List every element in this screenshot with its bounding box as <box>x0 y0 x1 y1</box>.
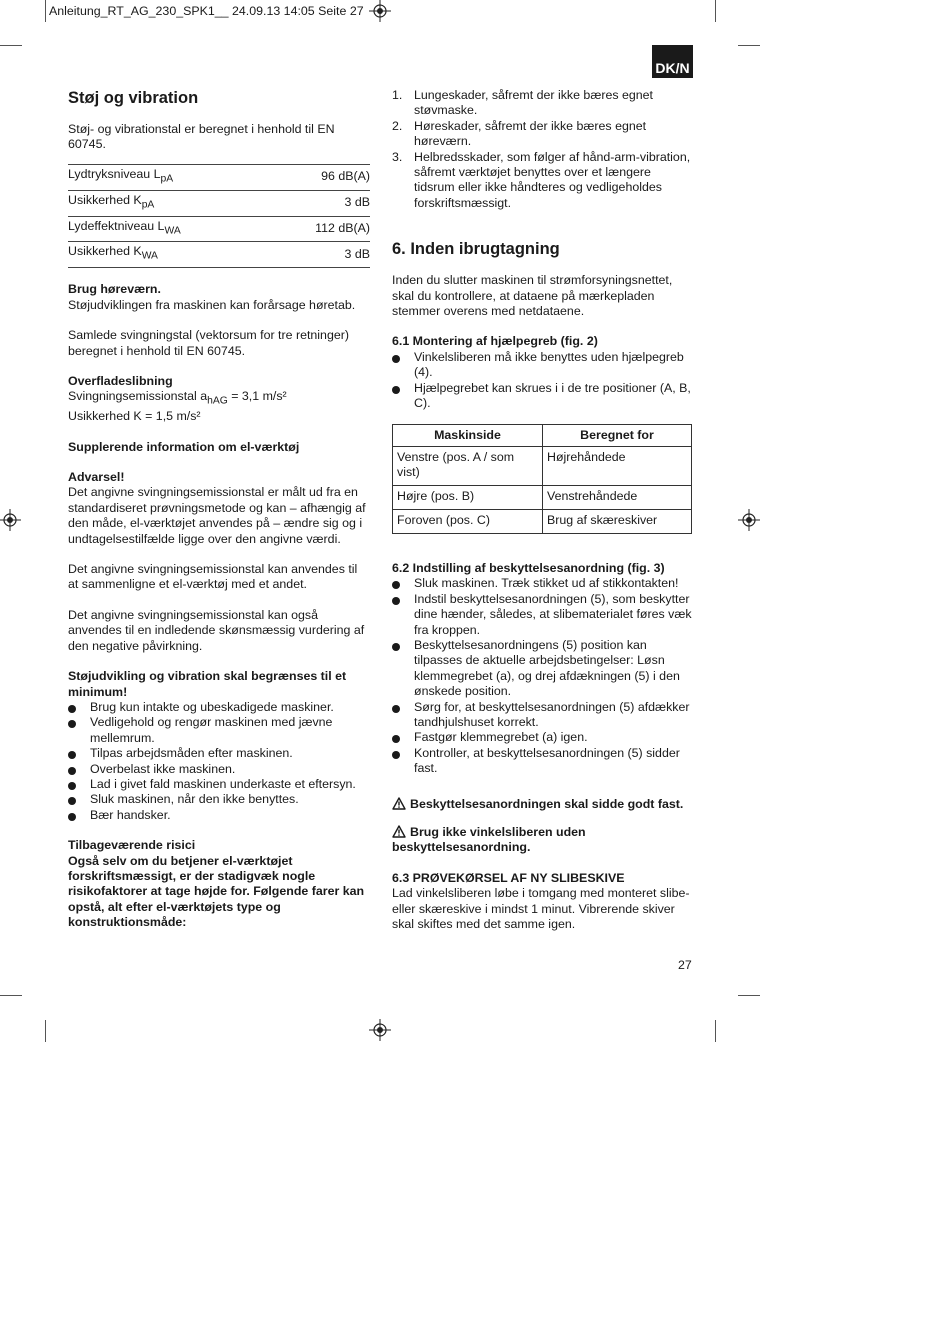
list-item: Bær handsker. <box>68 808 370 823</box>
list-item: Hjælpegrebet kan skrues i i de tre positioner (A, B, C). <box>392 381 694 412</box>
subheading: 6.3 PRØVEKØRSEL AF NY SLIBESKIVE <box>392 870 625 885</box>
column-header: Maskinside <box>393 424 543 446</box>
left-column <box>68 88 370 931</box>
handle-list <box>392 350 694 412</box>
table-header-row <box>393 424 692 446</box>
subheading: Tilbageværende risici <box>68 838 196 853</box>
list-item: Brug kun intakte og ubeskadigede maskiner. <box>68 700 370 715</box>
paragraph: Det angivne svingningsemissionstal kan anvendes til at sammenligne et el-værktøj med et andet. <box>68 562 358 592</box>
crop-mark <box>45 0 46 22</box>
paragraph: Usikkerhed K = 1,5 m/s² <box>68 409 201 424</box>
table-cell: Højre (pos. B) <box>393 485 543 509</box>
list-item: Vinkelsliberen må ikke benyttes uden hjælpegreb (4). <box>392 350 694 381</box>
warning-triangle-icon <box>392 797 406 810</box>
table-row <box>68 190 370 216</box>
risk-list <box>392 88 694 211</box>
table-cell: Foroven (pos. C) <box>393 509 543 533</box>
list-item: Sluk maskinen, når den ikke benyttes. <box>68 792 370 807</box>
crop-mark <box>738 995 760 996</box>
print-slug: Anleitung_RT_AG_230_SPK1__ 24.09.13 14:05 Seite 27 <box>49 4 364 18</box>
paragraph: Støjudviklingen fra maskinen kan forårsage høretab. <box>68 297 356 312</box>
table-label: Usikkerhed $K_{WA}$ <box>68 242 271 268</box>
list-item: 2. Høreskader, såfremt der ikke bæres egnet høreværn. <box>392 118 647 149</box>
list-item: 1. Lungeskader, såfremt der ikke bæres egnet støvmaske. <box>392 88 653 118</box>
limit-list <box>68 700 370 823</box>
paragraph: Det angivne svingningsemissionstal er målt ud fra en standardiseret prøvningsmetode og kan – afhængig af den måde, el-værktøjet anvendes på – ændre sig og i undtagelsestilfælde ligge over den angivne værdi. <box>68 485 366 546</box>
paragraph: Også selv om du betjener el-værktøjet forskriftsmæssigt, er der stadigvæk nogle risikofaktorer at tage højde for. Følgende farer kan opstå, alt efter el-værktøjets type og konstruktionsmåde: <box>68 853 365 930</box>
subheading: Støjudvikling og vibration skal begrænses til et minimum! <box>68 669 347 699</box>
right-column <box>392 88 694 932</box>
table-label: Usikkerhed $K_{pA}$ <box>68 190 271 216</box>
registration-mark-icon <box>369 0 391 22</box>
section-title: 6. Inden ibrugtagning <box>392 240 560 259</box>
table-row <box>393 485 692 509</box>
crop-mark <box>738 45 760 46</box>
table-row <box>393 446 692 485</box>
list-item: Overbelast ikke maskinen. <box>68 762 370 777</box>
paragraph: Samlede svingningstal (vektorsum for tre retninger) beregnet i henhold til EN 60745. <box>68 328 349 358</box>
table-value: 112 dB(A) <box>271 216 370 242</box>
table-cell: Venstrehåndede <box>543 485 692 509</box>
table-value: 96 dB(A) <box>271 164 370 190</box>
warning-note: Beskyttelsesanordningen skal sidde godt fast. <box>392 797 694 812</box>
language-badge: DK/N <box>652 45 693 78</box>
list-item: Sørg for, at beskyttelsesanordningen (5) afdækker tandhjulshuset korrekt. <box>392 700 694 731</box>
paragraph: Støj- og vibrationstal er beregnet i henhold til EN 60745. <box>68 122 335 152</box>
registration-mark-icon <box>0 509 21 531</box>
list-item: Tilpas arbejdsmåden efter maskinen. <box>68 746 370 761</box>
section-title: Støj og vibration <box>68 89 199 107</box>
paragraph: Svingningsemissionstal $a_{hAG} = 3,1$ m/s² <box>68 389 287 407</box>
crop-mark <box>0 45 22 46</box>
subheading: Advarsel! <box>68 470 125 485</box>
handle-position-table <box>392 424 692 534</box>
crop-mark <box>45 1020 46 1042</box>
guard-list <box>392 576 694 776</box>
crop-mark <box>715 0 716 22</box>
table-cell: Brug af skæreskiver <box>543 509 692 533</box>
table-label: Lydtryksniveau $L_{pA}$ <box>68 164 271 190</box>
registration-mark-icon <box>738 509 760 531</box>
table-row <box>393 509 692 533</box>
list-item: Indstil beskyttelsesanordningen (5), som beskytter dine hænder, således, at slibematerialet føres væk fra kroppen. <box>392 592 694 638</box>
subheading: 6.2 Indstilling af beskyttelsesanordning (fig. 3) <box>392 560 665 575</box>
subheading: Overfladeslibning <box>68 373 173 388</box>
list-item: Vedligehold og rengør maskinen med jævne mellemrum. <box>68 715 370 746</box>
list-item: 3. Helbredsskader, som følger af hånd-arm-vibration, såfremt værktøjet benyttes over et længere tidsrum eller ikke håndteres og vedligeholdes forskriftsmæssigt. <box>392 149 691 210</box>
crop-mark <box>715 1020 716 1042</box>
registration-mark-icon <box>369 1019 391 1041</box>
list-item: Fastgør klemmegrebet (a) igen. <box>392 730 694 745</box>
noise-data-table <box>68 164 370 269</box>
list-item: Kontroller, at beskyttelsesanordningen (5) sidder fast. <box>392 746 694 777</box>
table-row <box>68 242 370 268</box>
table-value: 3 dB <box>271 190 370 216</box>
table-cell: Højrehåndede <box>543 446 692 485</box>
warning-note: Brug ikke vinkelsliberen uden beskyttelsesanordning. <box>392 825 586 855</box>
paragraph: Inden du slutter maskinen til strømforsyningsnettet, skal du kontrollere, at dataene på mærkepladen stemmer overens med netdataene. <box>392 273 673 319</box>
table-row <box>68 216 370 242</box>
table-row <box>68 164 370 190</box>
table-cell: Venstre (pos. A / som vist) <box>393 446 543 485</box>
paragraph: Lad vinkelsliberen løbe i tomgang med monteret slibe- eller skæreskive i mindst 1 minut. Vibrerende skiver skal skiftes med det samme igen. <box>392 886 690 932</box>
subheading: 6.1 Montering af hjælpegreb (fig. 2) <box>392 334 598 349</box>
crop-mark <box>0 995 22 996</box>
table-value: 3 dB <box>271 242 370 268</box>
list-item: Beskyttelsesanordningens (5) position kan tilpasses de aktuelle arbejdsbetingelser: Løsn klemmegrebet (a), og drej afdækningen (5) i den ønskede position. <box>392 638 694 700</box>
subheading: Supplerende information om el-værktøj <box>68 439 300 454</box>
subheading: Brug høreværn. <box>68 282 161 297</box>
warning-triangle-icon <box>392 825 406 838</box>
list-item: Sluk maskinen. Træk stikket ud af stikkontakten! <box>392 576 694 591</box>
list-item: Lad i givet fald maskinen underkaste et eftersyn. <box>68 777 370 792</box>
paragraph: Det angivne svingningsemissionstal kan også anvendes til en indledende skønsmæssig vurdering af den negative påvirkning. <box>68 607 365 653</box>
page-number: 27 <box>678 958 692 972</box>
table-label: Lydeffektniveau $L_{WA}$ <box>68 216 271 242</box>
column-header: Beregnet for <box>543 424 692 446</box>
